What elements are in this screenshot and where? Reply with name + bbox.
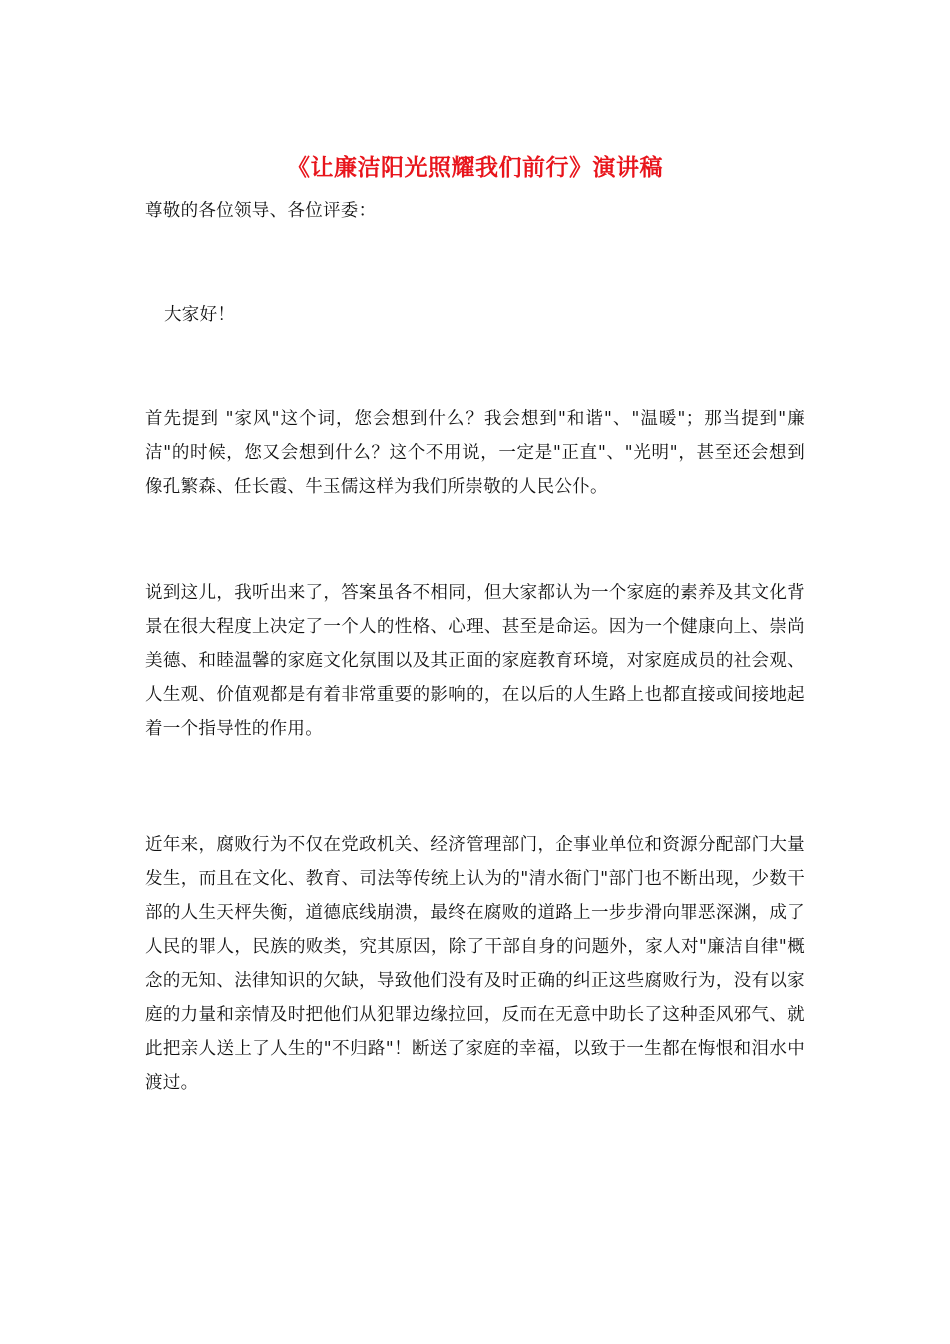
salutation: 尊敬的各位领导、各位评委：	[145, 201, 377, 221]
document-title: 《让廉洁阳光照耀我们前行》演讲稿	[287, 155, 663, 181]
greeting: 大家好！	[164, 305, 236, 325]
paragraph-3: 近年来，腐败行为不仅在党政机关、经济管理部门，企事业单位和资源分配部门大量发生，而且在文化、教育、司法等传统上认为的"清水衙门"部门也不断出现，少数干部的人生天枰失衡，道德底线崩溃，最终在腐败的道路上一步步滑向罪恶深渊，成了人民的罪人，民族的败类，究其原因，除了干部自身的问题外，家人对"廉洁自律"概念的无知、法律知识的欠缺，导致他们没有及时正确的纠正这些腐败行为，没有以家庭的力量和亲情及时把他们从犯罪边缘拉回，反而在无意中助长了这种歪风邪气、就此把亲人送上了人生的"不归路"！断送了家庭的幸福，以致于一生都在悔恨和泪水中渡过。	[145, 835, 805, 1093]
paragraph-1: 首先提到 "家风"这个词，您会想到什么？我会想到"和谐"、"温暖"；那当提到"廉洁"的时候，您又会想到什么？这个不用说，一定是"正直"、"光明"，甚至还会想到像孔繁森、任长霞、牛玉儒这样为我们所崇敬的人民公仆。	[145, 409, 805, 497]
paragraph-2: 说到这儿，我听出来了，答案虽各不相同，但大家都认为一个家庭的素养及其文化背景在很大程度上决定了一个人的性格、心理、甚至是命运。因为一个健康向上、崇尚美德、和睦温馨的家庭文化氛围以及其正面的家庭教育环境，对家庭成员的社会观、人生观、价值观都是有着非常重要的影响的，在以后的人生路上也都直接或间接地起着一个指导性的作用。	[145, 583, 805, 739]
